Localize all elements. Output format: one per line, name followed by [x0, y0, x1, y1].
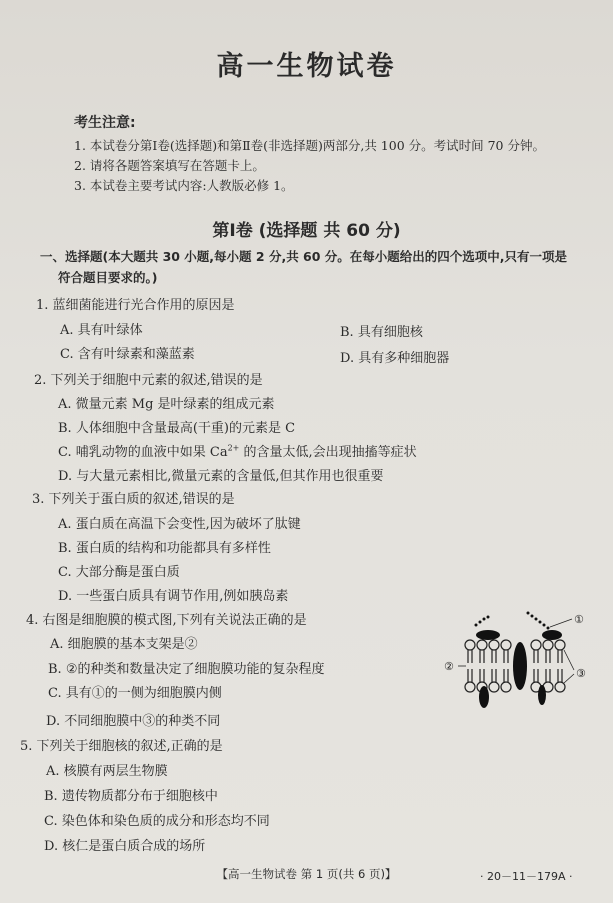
notice-heading: 考生注意:: [74, 115, 136, 131]
label-2: ②: [444, 660, 454, 673]
calcium-superscript: 2+: [227, 443, 240, 453]
instructions-line-1: 一、选择题(本大题共 30 小题,每小题 2 分,共 60 分。在每小题给出的四个选项中,只有一项是: [40, 249, 568, 264]
question-5-option-d: D. 核仁是蛋白质合成的场所: [44, 839, 206, 854]
question-1-option-b: B. 具有细胞核: [340, 325, 423, 340]
question-1-option-a: A. 具有叶绿体: [60, 323, 143, 338]
question-4-stem: 4. 右图是细胞膜的模式图,下列有关说法正确的是: [26, 613, 307, 628]
question-4-option-b: B. ②的种类和数量决定了细胞膜功能的复杂程度: [48, 662, 325, 677]
question-3-option-a: A. 蛋白质在高温下会变性,因为破坏了肽键: [58, 517, 301, 532]
cell-membrane-diagram: [440, 605, 600, 715]
question-1-option-d: D. 具有多种细胞器: [340, 351, 450, 366]
page-title: 高一生物试卷: [216, 51, 397, 82]
question-2-option-a: A. 微量元素 Mg 是叶绿素的组成元素: [58, 397, 275, 412]
question-5-option-a: A. 核膜有两层生物膜: [46, 764, 168, 779]
notice-item-3: 3. 本试卷主要考试内容:人教版必修 1。: [74, 178, 294, 193]
label-1: ①: [574, 613, 584, 626]
question-2-option-b: B. 人体细胞中含量最高(干重)的元素是 C: [58, 421, 296, 436]
question-3-option-d: D. 一些蛋白质具有调节作用,例如胰岛素: [58, 589, 289, 604]
question-5-option-c: C. 染色体和染色质的成分和形态均不同: [44, 814, 270, 829]
question-5-stem: 5. 下列关于细胞核的叙述,正确的是: [20, 739, 223, 754]
question-1-stem: 1. 蓝细菌能进行光合作用的原因是: [36, 298, 235, 313]
notice-item-1: 1. 本试卷分第Ⅰ卷(选择题)和第Ⅱ卷(非选择题)两部分,共 100 分。考试时间 70 分钟。: [74, 138, 545, 153]
question-2-option-c: C. 哺乳动物的血液中如果 $Ca^{2+}$ 的含量太低,会出现抽搐等症状: [58, 443, 417, 460]
exam-code: · 20－11－179A ·: [480, 870, 573, 883]
question-3-option-c: C. 大部分酶是蛋白质: [58, 565, 180, 580]
section-title: 第Ⅰ卷 (选择题 共 60 分): [212, 221, 401, 241]
question-4-option-a: A. 细胞膜的基本支架是②: [50, 637, 198, 652]
question-2-option-d: D. 与大量元素相比,微量元素的含量低,但其作用也很重要: [58, 469, 384, 484]
question-1-option-c: C. 含有叶绿素和藻蓝素: [60, 347, 195, 362]
instructions-line-2: 符合题目要求的。): [58, 270, 158, 285]
label-3: ③: [576, 667, 586, 680]
notice-item-2: 2. 请将各题答案填写在答题卡上。: [74, 158, 265, 173]
glycoprotein-chains: [475, 612, 550, 630]
membrane-proteins: [476, 630, 562, 708]
page-footer: 【高一生物试卷 第 1 页(共 6 页)】: [216, 867, 397, 881]
question-5-option-b: B. 遗传物质都分布于细胞核中: [44, 789, 218, 804]
question-4-option-d: D. 不同细胞膜中③的种类不同: [46, 714, 221, 729]
question-2-stem: 2. 下列关于细胞中元素的叙述,错误的是: [34, 373, 263, 388]
question-3-option-b: B. 蛋白质的结构和功能都具有多样性: [58, 541, 271, 556]
question-3-stem: 3. 下列关于蛋白质的叙述,错误的是: [32, 492, 235, 507]
question-4-option-c: C. 具有①的一侧为细胞膜内侧: [48, 686, 222, 701]
